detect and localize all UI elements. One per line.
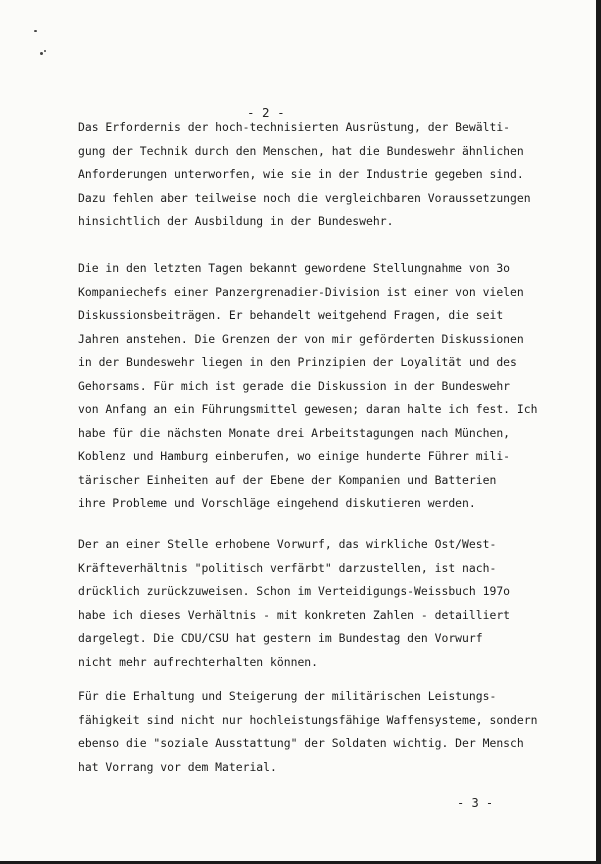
text-line: nicht mehr aufrechterhalten können. [78,654,319,669]
text-line: ebenso die "soziale Ausstattung" der Soldaten wichtig. Der Mensch [78,736,524,750]
text-line: tärischer Einheiten auf der Ebene der Kompanien und Batterien [78,472,497,487]
text-line: fähigkeit sind nicht nur hochleistungsfähige Waffensysteme, sondern [78,712,538,727]
text-line: Anforderungen unterworfen, wie sie in der Industrie gegeben sind. [78,167,524,181]
next-page-marker: - 3 - [457,796,494,810]
text-line: Diskussionsbeiträgen. Er behandelt weitgehend Fragen, die seit [78,308,504,322]
text-line: gung der Technik durch den Menschen, hat die Bundeswehr ähnlichen [78,143,524,158]
text-line: Die in den letzten Tagen bekannt gewordene Stellungnahme von 3o [78,261,511,275]
text-line: habe ich dieses Verhältnis - mit konkreten Zahlen - detailliert [78,607,511,622]
scan-speck [44,50,46,52]
scan-edge-right [596,0,601,864]
text-line: Das Erfordernis der hoch-technisierten Ausrüstung, der Bewälti- [78,120,511,134]
text-line: in der Bundeswehr liegen in den Prinzipien der Loyalität und des [78,355,517,369]
text-line: Kompaniechefs einer Panzergrenadier-Division ist einer von vielen [78,284,524,299]
text-line: Jahren anstehen. Die Grenzen der von mir geförderten Diskussionen [78,331,524,346]
paragraph-2 [78,257,558,516]
text-line: von Anfang an ein Führungsmittel gewesen; daran halte ich fest. Ich [78,402,538,416]
scan-speck [40,52,43,55]
text-line: drücklich zurückzuweisen. Schon im Verteidigungs-Weissbuch 197o [78,584,511,598]
text-line: ihre Probleme und Vorschläge eingehend diskutieren werden. [78,496,476,510]
text-line: Koblenz und Hamburg einberufen, wo einige hunderte Führer mili- [78,449,511,463]
page-number: - 2 - [247,105,285,120]
paragraph-1 [78,116,558,234]
text-line: Der an einer Stelle erhobene Vorwurf, das wirkliche Ost/West- [78,537,497,551]
text-line: Für die Erhaltung und Steigerung der militärischen Leistungs- [78,689,497,703]
text-line: hinsichtlich der Ausbildung in der Bundeswehr. [78,214,394,228]
text-line: Dazu fehlen aber teilweise noch die vergleichbaren Voraussetzungen [78,190,531,205]
text-line: hat Vorrang vor dem Material. [78,759,277,774]
paragraph-4 [78,685,558,779]
text-line: Kräfteverhältnis "politisch verfärbt" darzustellen, ist nach- [78,560,497,575]
text-line: habe für die nächsten Monate drei Arbeitstagungen nach München, [78,425,511,440]
paragraph-3 [78,533,558,674]
text-line: Gehorsams. Für mich ist gerade die Diskussion in der Bundeswehr [78,378,511,393]
scan-speck [34,30,37,32]
text-line: dargelegt. Die CDU/CSU hat gestern im Bundestag den Vorwurf [78,631,483,645]
